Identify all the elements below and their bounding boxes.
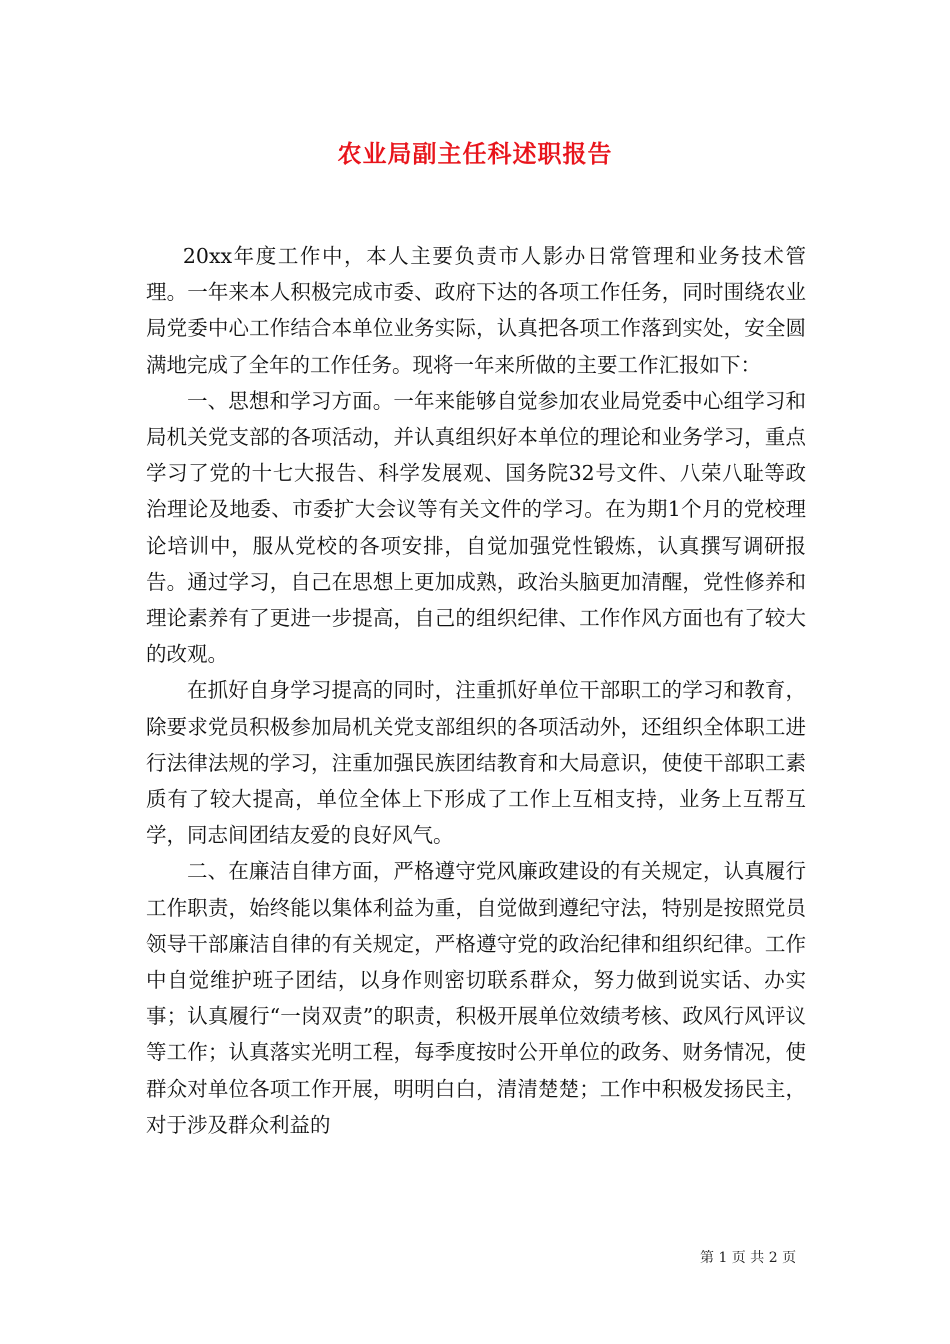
document-title: 农业局副主任科述职报告 [337,139,613,168]
document-body [146,238,806,1143]
paragraph-intro: 20xx年度工作中，本人主要负责市人影办日常管理和业务技术管理。一年来本人积极完成市委、政府下达的各项工作任务，同时围绕农业局党委中心工作结合本单位业务实际，认真把各项工作落到实处，安全圆满地完成了全年的工作任务。现将一年来所做的主要工作汇报如下： [146,244,806,377]
paragraph-staff-education: 在抓好自身学习提高的同时，注重抓好单位干部职工的学习和教育，除要求党员积极参加局机关党支部组织的各项活动外，还组织全体职工进行法律法规的学习，注重加强民族团结教育和大局意识，使使干部职工素质有了较大提高，单位全体上下形成了工作上互相支持，业务上互帮互学，同志间团结友爱的良好风气。 [146,678,806,848]
page-number-footer: 第 1 页 共 2 页 [700,1250,797,1266]
paragraph-thought-study: 一、思想和学习方面。一年来能够自觉参加农业局党委中心组学习和局机关党支部的各项活动，并认真组织好本单位的理论和业务学习，重点学习了党的十七大报告、科学发展观、国务院32号文件、八荣八耻等政治理论及地委、市委扩大会议等有关文件的学习。在为期1个月的党校理论培训中，服从党校的各项安排，自觉加强党性锻炼，认真撰写调研报告。通过学习，自己在思想上更加成熟，政治头脑更加清醒，党性修养和理论素养有了更进一步提高，自己的组织纪律、工作作风方面也有了较大的改观。 [146,388,806,667]
paragraph-integrity: 二、在廉洁自律方面，严格遵守党风廉政建设的有关规定，认真履行工作职责，始终能以集体利益为重，自觉做到遵纪守法，特别是按照党员领导干部廉洁自律的有关规定，严格遵守党的政治纪律和组织纪律。工作中自觉维护班子团结，以身作则密切联系群众，努力做到说实话、办实事；认真履行“一岗双责”的职责，积极开展单位效绩考核、政风行风评议等工作；认真落实光明工程，每季度按时公开单位的政务、财务情况，使群众对单位各项工作开展，明明白白，清清楚楚；工作中积极发扬民主，对于涉及群众利益的 [146,859,806,1137]
